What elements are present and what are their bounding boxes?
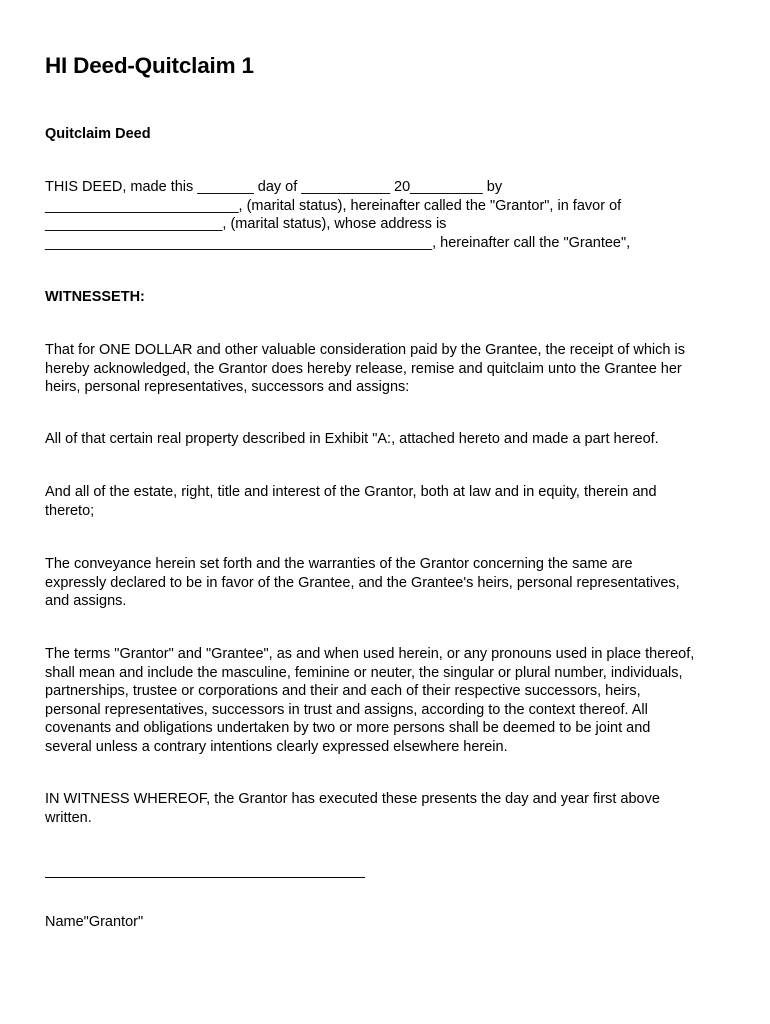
conveyance-paragraph <box>45 555 735 611</box>
witness-paragraph <box>45 790 735 827</box>
paragraph-line: That for ONE DOLLAR and other valuable consideration paid by the Grantee, the receipt of which is <box>45 342 685 358</box>
intro-line: ________________________________________________, hereinafter call the "Grantee", <box>45 234 631 251</box>
estate-paragraph <box>45 483 735 520</box>
paragraph-line: The terms "Grantor" and "Grantee", as and when used herein, or any pronouns used in place thereof, <box>45 646 695 662</box>
paragraph-line: covenants and obligations undertaken by two or more persons shall be deemed to be joint and <box>45 720 651 736</box>
paragraph-line: IN WITNESS WHEREOF, the Grantor has executed these presents the day and year first above <box>45 791 660 807</box>
signature-line <box>45 877 365 878</box>
paragraph-line: partnerships, trustee or corporations and their and each of their respective successors, heirs, <box>45 683 641 699</box>
paragraph-line: And all of the estate, right, title and interest of the Grantor, both at law and in equity, therein and <box>45 484 657 500</box>
intro-paragraph <box>45 178 735 252</box>
intro-line: THIS DEED, made this _______ day of ___________ 20_________ by <box>45 179 503 195</box>
paragraph-line: written. <box>45 809 92 826</box>
paragraph-line: All of that certain real property described in Exhibit "A:, attached hereto and made a part hereof. <box>45 431 659 447</box>
intro-line: ______________________, (marital status), whose address is <box>45 216 447 232</box>
witnesseth-heading: WITNESSETH: <box>45 289 145 305</box>
terms-paragraph <box>45 645 735 756</box>
signature-name-label: Name"Grantor" <box>45 914 144 930</box>
paragraph-line: personal representatives, successors in trust and assigns, according to the context thereof. All <box>45 701 648 718</box>
paragraph-line: heirs, personal representatives, successors and assigns: <box>45 379 410 395</box>
consideration-paragraph <box>45 341 735 397</box>
document-subtitle: Quitclaim Deed <box>45 126 151 142</box>
paragraph-line: and assigns. <box>45 593 127 609</box>
paragraph-line: thereto; <box>45 502 95 519</box>
paragraph-line: expressly declared to be in favor of the Grantee, and the Grantee's heirs, personal representatives, <box>45 574 680 591</box>
paragraph-line: shall mean and include the masculine, feminine or neuter, the singular or plural number, individuals, <box>45 664 683 681</box>
paragraph-line: The conveyance herein set forth and the warranties of the Grantor concerning the same are <box>45 556 633 572</box>
intro-line: ________________________, (marital status), hereinafter called the "Grantor", in favor of <box>45 197 622 214</box>
paragraph-line: several unless a contrary intentions clearly expressed elsewhere herein. <box>45 738 508 755</box>
paragraph-line: hereby acknowledged, the Grantor does hereby release, remise and quitclaim unto the Grantee her <box>45 360 682 377</box>
document-title: HI Deed-Quitclaim 1 <box>45 53 254 78</box>
property-paragraph <box>45 430 735 449</box>
